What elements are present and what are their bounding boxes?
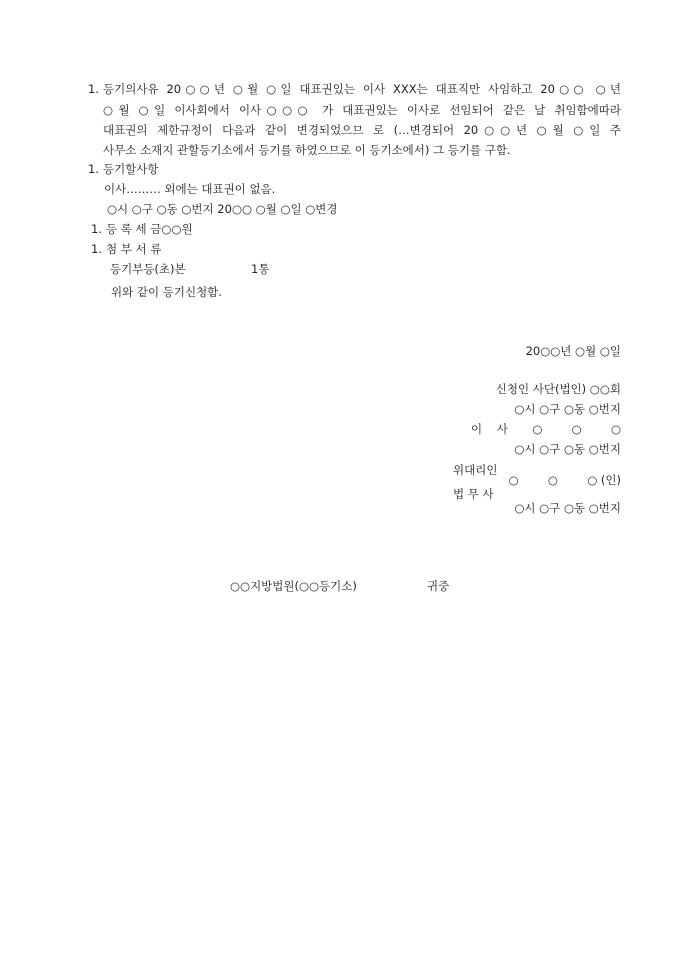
item1-line-1: 등기의사유 20○○년 ○월 ○일 대표권있는 이사 XXX는 대표직만 사임하고 20○○ ○년 (103, 82, 621, 96)
item1-line-2: ○월 ○일 이사회에서 이사○○○ 가 대표권있는 이사로 선임되어 같은 날 취임함에따라 (103, 103, 621, 117)
agent-title: 법 무 사 (453, 487, 494, 501)
application-date: 20○○년 ○월 ○일 (525, 344, 621, 358)
recipient-honorific: 귀중 (427, 579, 450, 593)
item2-title: 등기할사항 (103, 162, 159, 176)
attachments-title: 첨 부 서 류 (106, 242, 162, 256)
court-name: ○○지방법원(○○등기소) (230, 579, 357, 593)
director-label: 이 사 (471, 422, 508, 436)
item4-marker: 1. (91, 242, 102, 256)
closing-text: 위와 같이 등기신청함. (111, 285, 222, 299)
item3-marker: 1. (91, 222, 102, 236)
item2-line-2: ○시 ○구 ○동 ○번지 20○○ ○월 ○일 ○변경 (107, 202, 338, 216)
item1-line-4: 사무소 소재지 관할등기소에서 등기를 하였으므로 이 등기소에서) 그 등기를 구함. (103, 143, 511, 157)
director-name: ○ ○ ○ (532, 422, 621, 436)
attachment-name: 등기부등(초)본 (110, 262, 186, 276)
item1-marker: 1. (88, 82, 99, 96)
registration-tax: 등 록 세 금○○원 (106, 222, 193, 236)
agent-label: 위대리인 (453, 463, 498, 477)
item2-line-1: 이사……… 외에는 대표권이 없음. (104, 182, 276, 196)
item2-marker: 1. (88, 162, 99, 176)
director-address: ○시 ○구 ○동 ○번지 (514, 442, 621, 456)
agent-name: ○ ○ ○ (인) (508, 473, 621, 487)
applicant: 신청인 사단(법인) ○○회 (495, 382, 621, 396)
agent-address: ○시 ○구 ○동 ○번지 (514, 501, 621, 515)
applicant-address: ○시 ○구 ○동 ○번지 (514, 402, 621, 416)
item1-line-3: 대표권의 제한규정이 다음과 같이 변경되었으므 로 (…변경되어 20○○년 ○월 ○일 주 (103, 123, 621, 137)
attachment-count: 1통 (251, 262, 270, 276)
